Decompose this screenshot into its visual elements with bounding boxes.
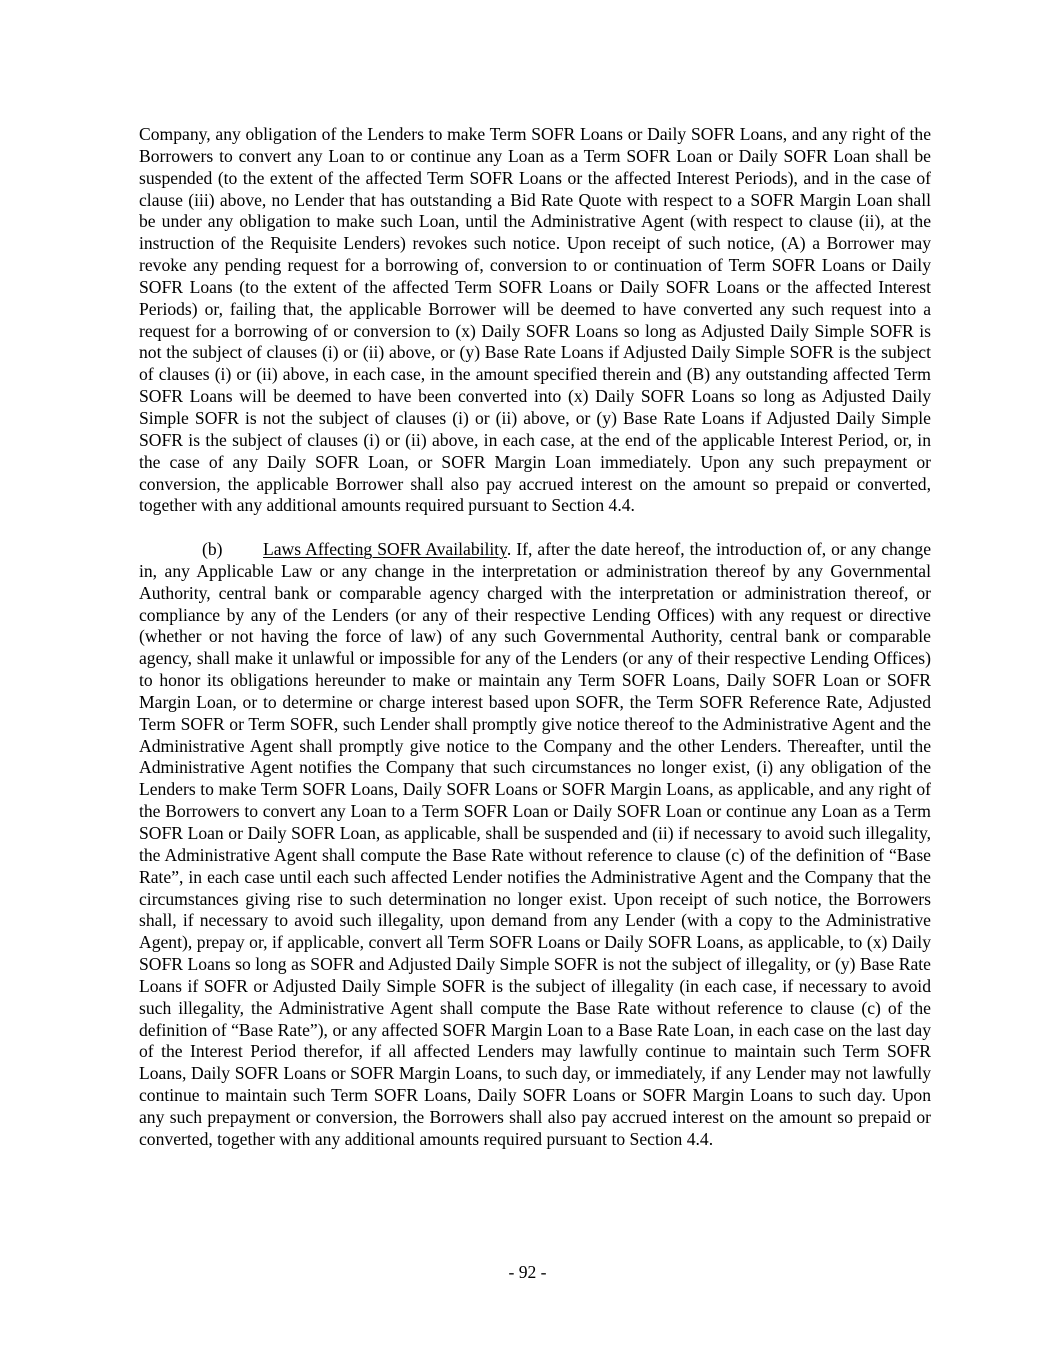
section-b-heading: Laws Affecting SOFR Availability bbox=[263, 539, 507, 560]
paragraph-continuation: Company, any obligation of the Lenders to make Term SOFR Loans or Daily SOFR Loans, and any right of the Borrowers to convert any Loan to or continue any Loan as a Term SOFR Loan or Daily SOFR Loan shall be suspended (to the extent of the affected Term SOFR Loans or the affected Interest Periods), and in the case of clause (iii) above, no Lender that has outstanding a Bid Rate Quote with respect to a SOFR Margin Loan shall be under any obligation to make such Loan, until the Administrative Agent (with respect to clause (ii), at the instruction of the Requisite Lenders) revokes such notice. Upon receipt of such notice, (A) a Borrower may revoke any pending request for a borrowing of, conversion to or continuation of Term SOFR Loans or Daily SOFR Loans (to the extent of the affected Term SOFR Loans or Daily SOFR Loans or the affected Interest Periods) or, failing that, the applicable Borrower will be deemed to have converted any such request into a request for a borrowing of or conversion to (x) Daily SOFR Loans so long as Adjusted Daily Simple SOFR is not the subject of clauses (i) or (ii) above, or (y) Base Rate Loans if Adjusted Daily Simple SOFR is the subject of clauses (i) or (ii) above, in each case, in the amount specified therein and (B) any outstanding affected Term SOFR Loans will be deemed to have been converted into (x) Daily SOFR Loans so long as Adjusted Daily Simple SOFR is not the subject of clauses (i) or (ii) above, or (y) Base Rate Loans if Adjusted Daily Simple SOFR is the subject of clauses (i) or (ii) above, in each case, at the end of the applicable Interest Period, or, in the case of any Daily SOFR Loan, or SOFR Margin Loan immediately. Upon any such prepayment or conversion, the applicable Borrower shall also pay accrued interest on the amount so prepaid or converted, together with any additional amounts required pursuant to Section 4.4. bbox=[139, 124, 931, 516]
section-b-paragraph bbox=[139, 539, 931, 1151]
section-b-text: . If, after the date hereof, the introduction of, or any change in, any Applicable Law or any change in the interpretation or administration thereof by any Governmental Authority, central bank or comparable agency charged with the interpretation or administration thereof, or compliance by any of the Lenders (or any of their respective Lending Offices) with any request or directive (whether or not having the force of law) of any such Governmental Authority, central bank or comparable agency, shall make it unlawful or impossible for any of the Lenders (or any of their respective Lending Offices) to honor its obligations hereunder to make or maintain any Term SOFR Loans, Daily SOFR Loan or SOFR Margin Loan, or to determine or charge interest based upon SOFR, the Term SOFR Reference Rate, Adjusted Term SOFR or Term SOFR, such Lender shall promptly give notice thereof to the Administrative Agent and the Administrative Agent shall promptly give notice to the Company and the other Lenders. Thereafter, until the Administrative Agent notifies the Company that such circumstances no longer exist, (i) any obligation of the Lenders to make Term SOFR Loans, Daily SOFR Loans or SOFR Margin Loans, as applicable, and any right of the Borrowers to convert any Loan to a Term SOFR Loan or Daily SOFR Loan or continue any Loan as a Term SOFR Loan or Daily SOFR Loan, as applicable, shall be suspended and (ii) if necessary to avoid such illegality, the Administrative Agent shall compute the Base Rate without reference to clause (c) of the definition of “Base Rate”, in each case until each such affected Lender notifies the Administrative Agent and the Company that the circumstances giving rise to such determination no longer exist. Upon receipt of such notice, the Borrowers shall, if necessary to avoid such illegality, upon demand from any Lender (with a copy to the Administrative Agent), prepay or, if applicable, convert all Term SOFR Loans or Daily SOFR Loans, as applicable, to (x) Daily SOFR Loans so long as SOFR and Adjusted Daily Simple SOFR is not the subject of illegality, or (y) Base Rate Loans if SOFR or Adjusted Daily Simple SOFR is the subject of illegality (in each case, if necessary to avoid such illegality, the Administrative Agent shall compute the Base Rate without reference to clause (c) of the definition of “Base Rate”), or any affected SOFR Margin Loan to a Base Rate Loan, in each case on the last day of the Interest Period therefor, if all affected Lenders may lawfully continue to maintain such Term SOFR Loans, Daily SOFR Loans or SOFR Margin Loans, to such day, or immediately, if any Lender may not lawfully continue to maintain such Term SOFR Loans, Daily SOFR Loans or SOFR Margin Loans to such day. Upon any such prepayment or conversion, the Borrowers shall also pay accrued interest on the amount so prepaid or converted, together with any additional amounts required pursuant to Section 4.4. bbox=[139, 539, 932, 1149]
paragraph-spacer bbox=[139, 517, 931, 539]
section-b-marker: (b) bbox=[202, 539, 223, 560]
document-body bbox=[139, 124, 931, 1151]
page-number: - 92 - bbox=[508, 1262, 547, 1282]
